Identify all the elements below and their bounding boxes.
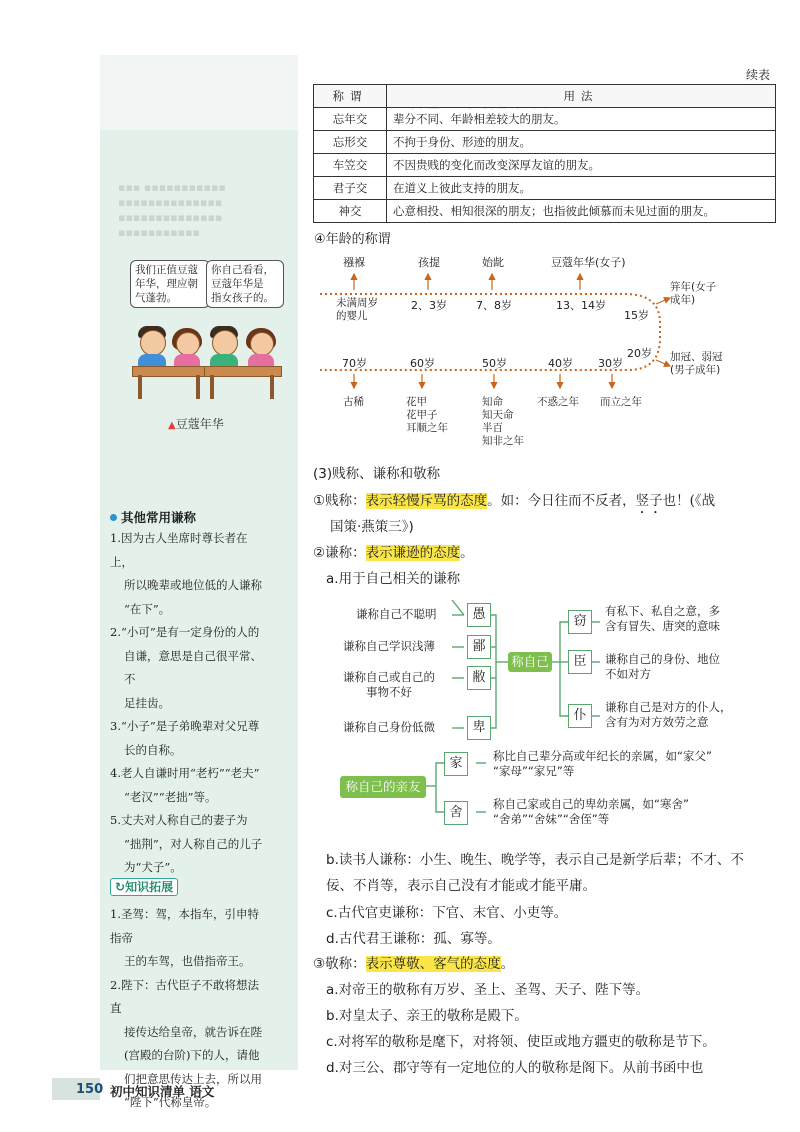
continued-label: 续表: [746, 68, 771, 82]
section3-title: (3)贱称、谦称和敬称: [313, 466, 441, 482]
table-cell: 车笠交: [314, 154, 387, 177]
age-term: 孩提: [418, 256, 440, 269]
table-cell: 心意相投、相知很深的朋友；也指彼此倾慕而未见过面的朋友。: [387, 200, 776, 223]
illustration-classroom: [108, 258, 298, 403]
age-value: 7、8岁: [476, 299, 512, 312]
highlight: 表示轻慢斥骂的态度: [365, 493, 488, 509]
humble-char: 鄙: [467, 635, 491, 659]
expand-icon: ↻: [115, 880, 126, 894]
speech-bubble-girl: 你自己看看， 豆蔻年华是 指女孩子的。: [206, 260, 284, 308]
age-term: 花甲 花甲子 耳顺之年: [406, 396, 448, 434]
text-line: c.古代官吏谦称：下官、末官、小吏等。: [326, 905, 568, 921]
table-row: [314, 177, 776, 200]
desk-leg: [270, 375, 274, 399]
mindmap-center: 称自己: [508, 652, 552, 672]
table-cell: 忘年交: [314, 108, 387, 131]
kid-head: [176, 332, 200, 356]
age-value: 20岁: [627, 347, 652, 360]
column-header: 称谓: [314, 85, 387, 108]
list-line: 2.“小可”是有一定身份的人的: [110, 625, 260, 639]
list-line: “拙荆”，对人称自己的儿子: [124, 836, 263, 851]
jing-line: ③敬称：表示尊敬、客气的态度。: [313, 956, 515, 972]
age-value: 2、3岁: [411, 299, 447, 312]
text-line: d.对三公、郡守等有一定地位的人的敬称是阁下。从前书函中也: [326, 1060, 704, 1076]
list-line: 长的自称。: [124, 742, 182, 757]
qian-line: ②谦称：表示谦逊的态度。: [313, 545, 474, 561]
list-line: 足挂齿。: [124, 695, 170, 710]
age-timeline-diagram: [310, 248, 750, 438]
list-line: 接传达给皇帝，就告诉在陛: [124, 1024, 262, 1039]
list-line: 所以晚辈或地位低的人谦称: [124, 578, 262, 592]
bullet-icon: [110, 514, 117, 521]
table-header-row: [314, 85, 776, 108]
age-term: 加冠、弱冠 (男子成年): [670, 351, 723, 376]
column-header: 用法: [387, 85, 776, 108]
kid-head: [140, 330, 166, 356]
table-cell: 君子交: [314, 177, 387, 200]
speech-bubble-boy: 我们正值豆蔻 年华，理应朝 气蓬勃。: [130, 260, 210, 308]
other-humble-title: 其他常用谦称: [110, 508, 196, 526]
jian-source: 国策·燕策三》): [330, 519, 414, 535]
table-cell: 不因贵贱的变化而改变深厚友谊的朋友。: [387, 154, 776, 177]
humble-char: 窃: [568, 610, 592, 634]
arrow-right: [656, 298, 670, 304]
table-cell: 忘形交: [314, 131, 387, 154]
table-row: [314, 108, 776, 131]
list-line: 2.陛下：古代臣子不敢将想法直: [110, 977, 259, 1015]
age-term: 不惑之年: [537, 396, 579, 408]
list-line: “陛下”代称皇帝。: [124, 1095, 217, 1109]
qian-a: a.用于自己相关的谦称: [326, 571, 461, 587]
list-line: 们把意思传达上去，所以用: [124, 1071, 262, 1086]
table-cell: 在道义上彼此支持的朋友。: [387, 177, 776, 200]
age-value: 50岁: [482, 357, 507, 370]
jian-line: ①贱称：表示轻慢斥骂的态度。如：今日往而不反者，竖子也！(《战: [313, 493, 716, 509]
humble-char: 臣: [568, 650, 592, 674]
text-line: 佞、不肖等，表示自己没有才能或才能平庸。: [326, 878, 596, 894]
age-section-title: ④年龄的称谓: [314, 232, 391, 247]
text-line: b.读书人谦称：小生、晚生、晚学等，表示自己是新学后辈；不才、不: [326, 852, 744, 868]
text-line: b.对皇太子、亲王的敬称是殿下。: [326, 1008, 528, 1024]
humble-desc: 谦称自己是对方的仆人， 含有为对方效劳之意: [605, 700, 732, 729]
family-desc: 称比自己辈分高或年纪长的亲属，如“家父” “家母”“家兄”等: [493, 749, 712, 778]
age-value: 13、14岁: [556, 299, 606, 312]
age-value: 40岁: [548, 357, 573, 370]
family-char: 家: [444, 752, 468, 776]
text-line: c.对将军的敬称是麾下，对将领、使臣或地方疆吏的敬称是节下。: [326, 1034, 716, 1050]
table-row: [314, 154, 776, 177]
humble-char: 愚: [467, 603, 491, 627]
age-term: 而立之年: [600, 396, 642, 408]
table-cell: 神交: [314, 200, 387, 223]
kid-head: [212, 330, 238, 356]
list-line: 4.老人自谦时用“老朽”“老夫”: [110, 766, 260, 780]
age-value: 60岁: [410, 357, 435, 370]
age-term: 知命 知天命 半百 知非之年: [482, 396, 524, 447]
other-humble-list: [110, 527, 270, 880]
list-line: 为“犬子”。: [124, 860, 182, 874]
age-value: 30岁: [598, 357, 623, 370]
age-term: 襁褓: [343, 256, 365, 269]
desk-leg: [210, 375, 214, 399]
family-char: 舍: [444, 801, 468, 825]
list-line: 王的车驾，也借指帝王。: [124, 954, 251, 968]
table-cell: 不拘于身份、形迹的朋友。: [387, 131, 776, 154]
knowledge-expand-tag: ↻知识拓展: [110, 876, 178, 895]
humble-desc: 有私下、私自之意，多 含有冒失、唐突的意味: [605, 604, 720, 633]
kid-head: [250, 332, 274, 356]
humble-char: 敝: [467, 666, 491, 690]
age-term: 豆蔻年华(女子): [551, 256, 626, 269]
illustration-caption: ▲豆蔻年华: [168, 417, 224, 431]
age-value: 70岁: [342, 357, 367, 370]
age-value: 15岁: [624, 309, 649, 322]
list-line: 5.丈夫对人称自己的妻子为: [110, 813, 248, 827]
age-term: 始龀: [482, 256, 504, 269]
list-line: “在下”。: [124, 601, 171, 616]
humble-desc: 谦称自己学识浅薄: [343, 639, 435, 653]
age-term: 古稀: [343, 396, 364, 408]
table-row: [314, 131, 776, 154]
humble-desc: 谦称自己不聪明: [356, 607, 437, 621]
arrow-right: [656, 360, 670, 366]
humble-desc: 谦称自己或自己的 事物不好: [343, 670, 435, 699]
text-line: d.古代君王谦称：孤、寡等。: [326, 931, 501, 947]
age-term: 笄年(女子 成年): [670, 281, 717, 306]
list-line: 1.因为古人坐席时尊长者在上，: [110, 531, 248, 569]
humble-char: 仆: [568, 704, 592, 728]
book-title: 初中知识清单 语文: [110, 1084, 215, 1099]
desk-leg: [196, 375, 200, 399]
family-desc: 称自己家或自己的卑幼亲属，如“寒舍” “舍弟”“舍妹”“舍侄”等: [493, 797, 689, 826]
ghost-text: ▪▪▪ ▪▪▪▪▪▪▪▪▪▪▪ ▪▪▪▪▪▪▪▪▪▪▪▪▪▪ ▪▪▪▪▪▪▪▪▪▪▪▪▪▪ ▪▪▪▪▪▪▪▪▪▪▪: [118, 181, 226, 239]
list-line: “老汉”“老拙”等。: [124, 789, 217, 804]
humble-char: 卑: [467, 716, 491, 740]
family-center: 称自己的亲友: [340, 776, 426, 798]
humble-desc: 谦称自己身份低微: [343, 720, 435, 734]
table-cell: 辈分不同、年龄相差较大的朋友。: [387, 108, 776, 131]
list-line: 1.圣驾：驾，本指车，引申特指帝: [110, 907, 259, 945]
friendship-table: [313, 84, 776, 223]
desk-leg: [138, 375, 142, 399]
table-row: [314, 200, 776, 223]
page-number: 150: [76, 1082, 104, 1097]
list-line: (宫殿的台阶)下的人，请他: [124, 1048, 260, 1062]
age-value: 未满周岁 的婴儿: [336, 297, 378, 322]
text-line: a.对帝王的敬称有万岁、圣上、圣驾、天子、陛下等。: [326, 982, 650, 998]
triangle-icon: ▲: [168, 420, 176, 431]
highlight: 表示谦逊的态度: [365, 545, 461, 561]
list-line: 自谦，意思是自己很平常、不: [124, 648, 262, 686]
list-line: 3.“小子”是子弟晚辈对父兄尊: [110, 719, 260, 733]
humble-desc: 谦称自己的身份、地位 不如对方: [605, 652, 720, 681]
highlight: 表示尊敬、客气的态度: [365, 956, 501, 972]
